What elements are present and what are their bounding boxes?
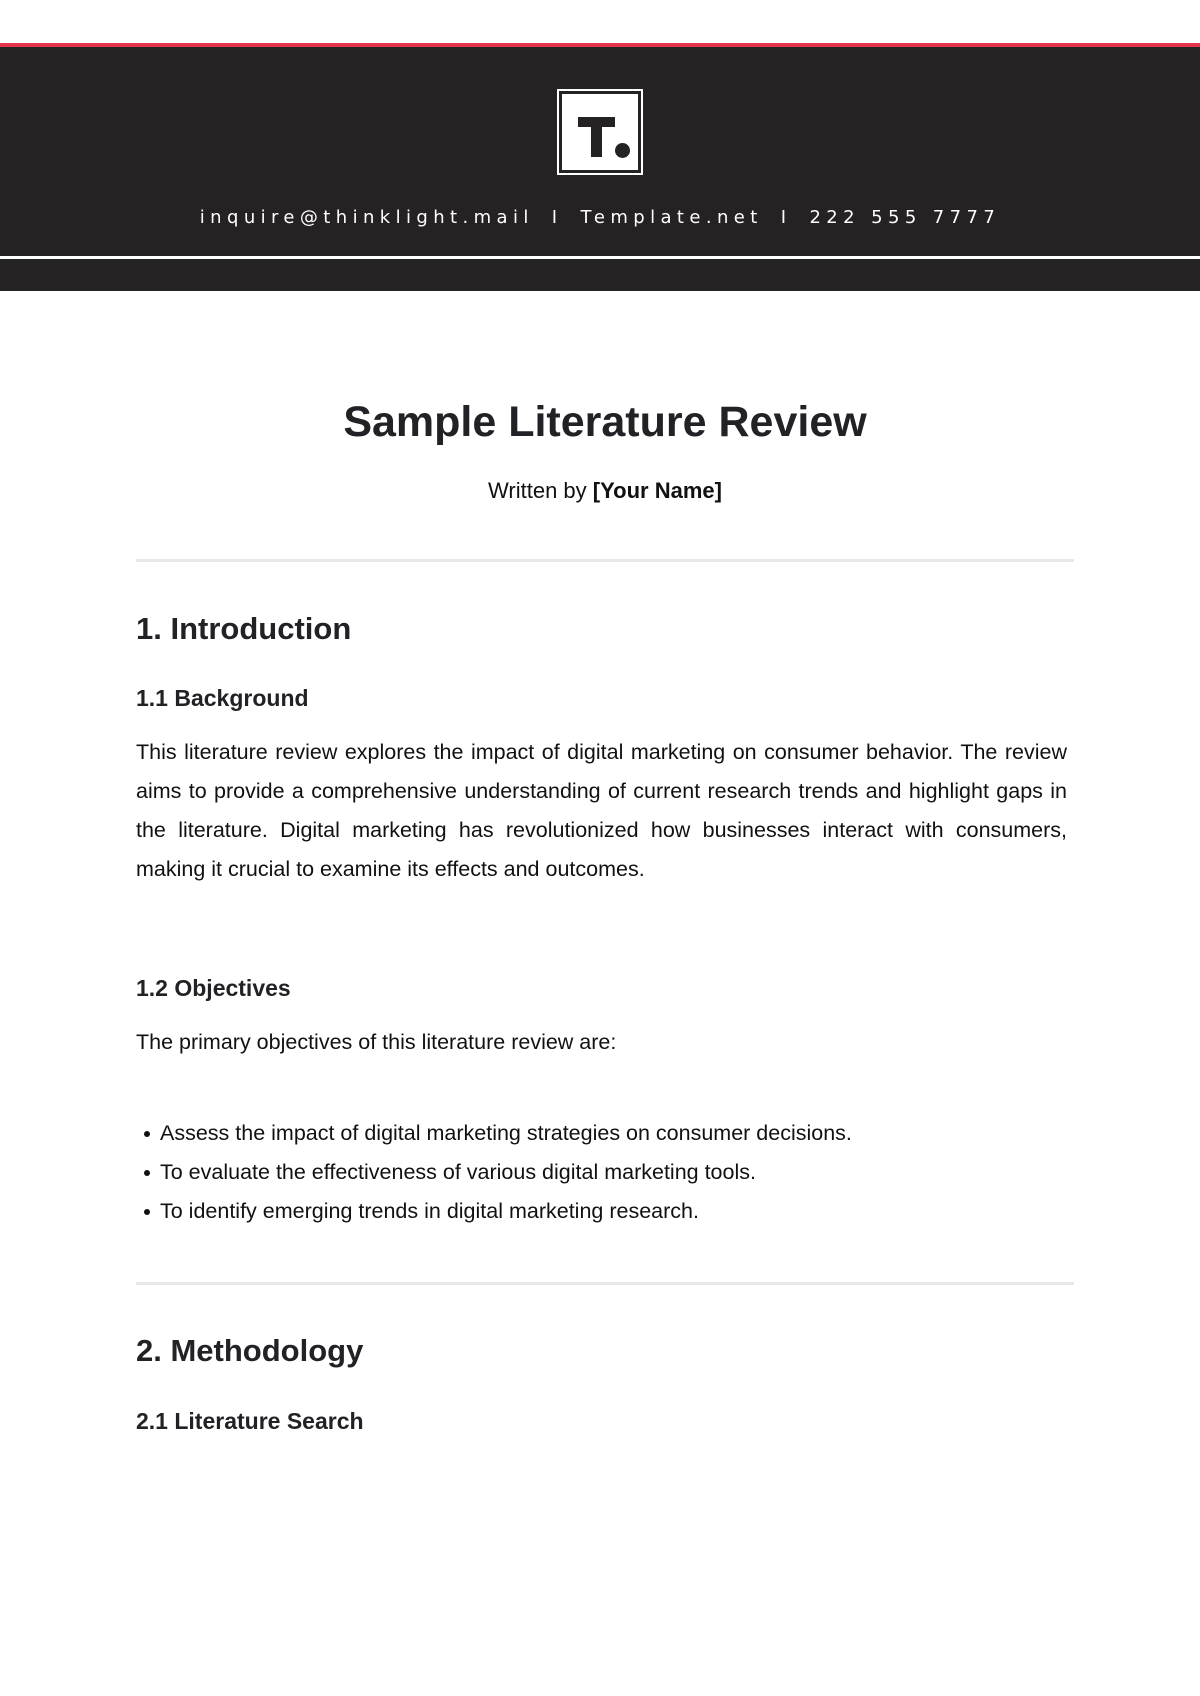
bullet-icon — [144, 1131, 150, 1137]
subsection-heading-background: 1.1 Background — [136, 685, 309, 711]
contact-email: inquire@thinklight.mail — [199, 207, 534, 228]
background-paragraph: This literature review explores the impact of digital marketing on consumer behavior. The review aims to provide a comprehensive understanding of current research trends and highlight gaps in the literature. Digital marketing has revolutionized how businesses interact with consumers, making it crucial to examine its effects and outcomes. — [136, 740, 1067, 881]
logo-dot — [615, 143, 630, 158]
objectives-intro: The primary objectives of this literature review are: — [136, 1030, 617, 1054]
author-line — [0, 478, 1200, 504]
contact-separator: I — [551, 207, 563, 228]
logo-letter-t-stem — [591, 117, 602, 157]
contact-phone: 222 555 7777 — [809, 207, 1001, 228]
brand-logo-icon — [557, 89, 643, 175]
list-item-text: To identify emerging trends in digital marketing research. — [160, 1199, 699, 1223]
document-title: Sample Literature Review — [343, 398, 867, 446]
subsection-heading-literature-search: 2.1 Literature Search — [136, 1408, 364, 1434]
list-item — [136, 1153, 1066, 1192]
list-item — [136, 1114, 1066, 1153]
contact-separator: I — [780, 207, 792, 228]
author-prefix: Written by — [488, 478, 587, 503]
section-heading-methodology: 2. Methodology — [136, 1333, 364, 1368]
list-item-text: To evaluate the effectiveness of various digital marketing tools. — [160, 1160, 756, 1184]
subsection-heading-objectives: 1.2 Objectives — [136, 975, 291, 1001]
section-heading-introduction: 1. Introduction — [136, 611, 352, 646]
header-divider-line — [0, 256, 1200, 259]
list-item — [136, 1192, 1066, 1231]
author-name: [Your Name] — [592, 478, 722, 503]
contact-line — [0, 207, 1200, 228]
list-item-text: Assess the impact of digital marketing strategies on consumer decisions. — [160, 1121, 852, 1145]
objectives-list — [136, 1114, 1066, 1231]
bullet-icon — [144, 1209, 150, 1215]
logo-box — [562, 94, 638, 170]
section-divider — [136, 1282, 1074, 1285]
letterhead-header — [0, 47, 1200, 291]
contact-website: Template.net — [580, 207, 763, 228]
bullet-icon — [144, 1170, 150, 1176]
section-divider — [136, 559, 1074, 562]
